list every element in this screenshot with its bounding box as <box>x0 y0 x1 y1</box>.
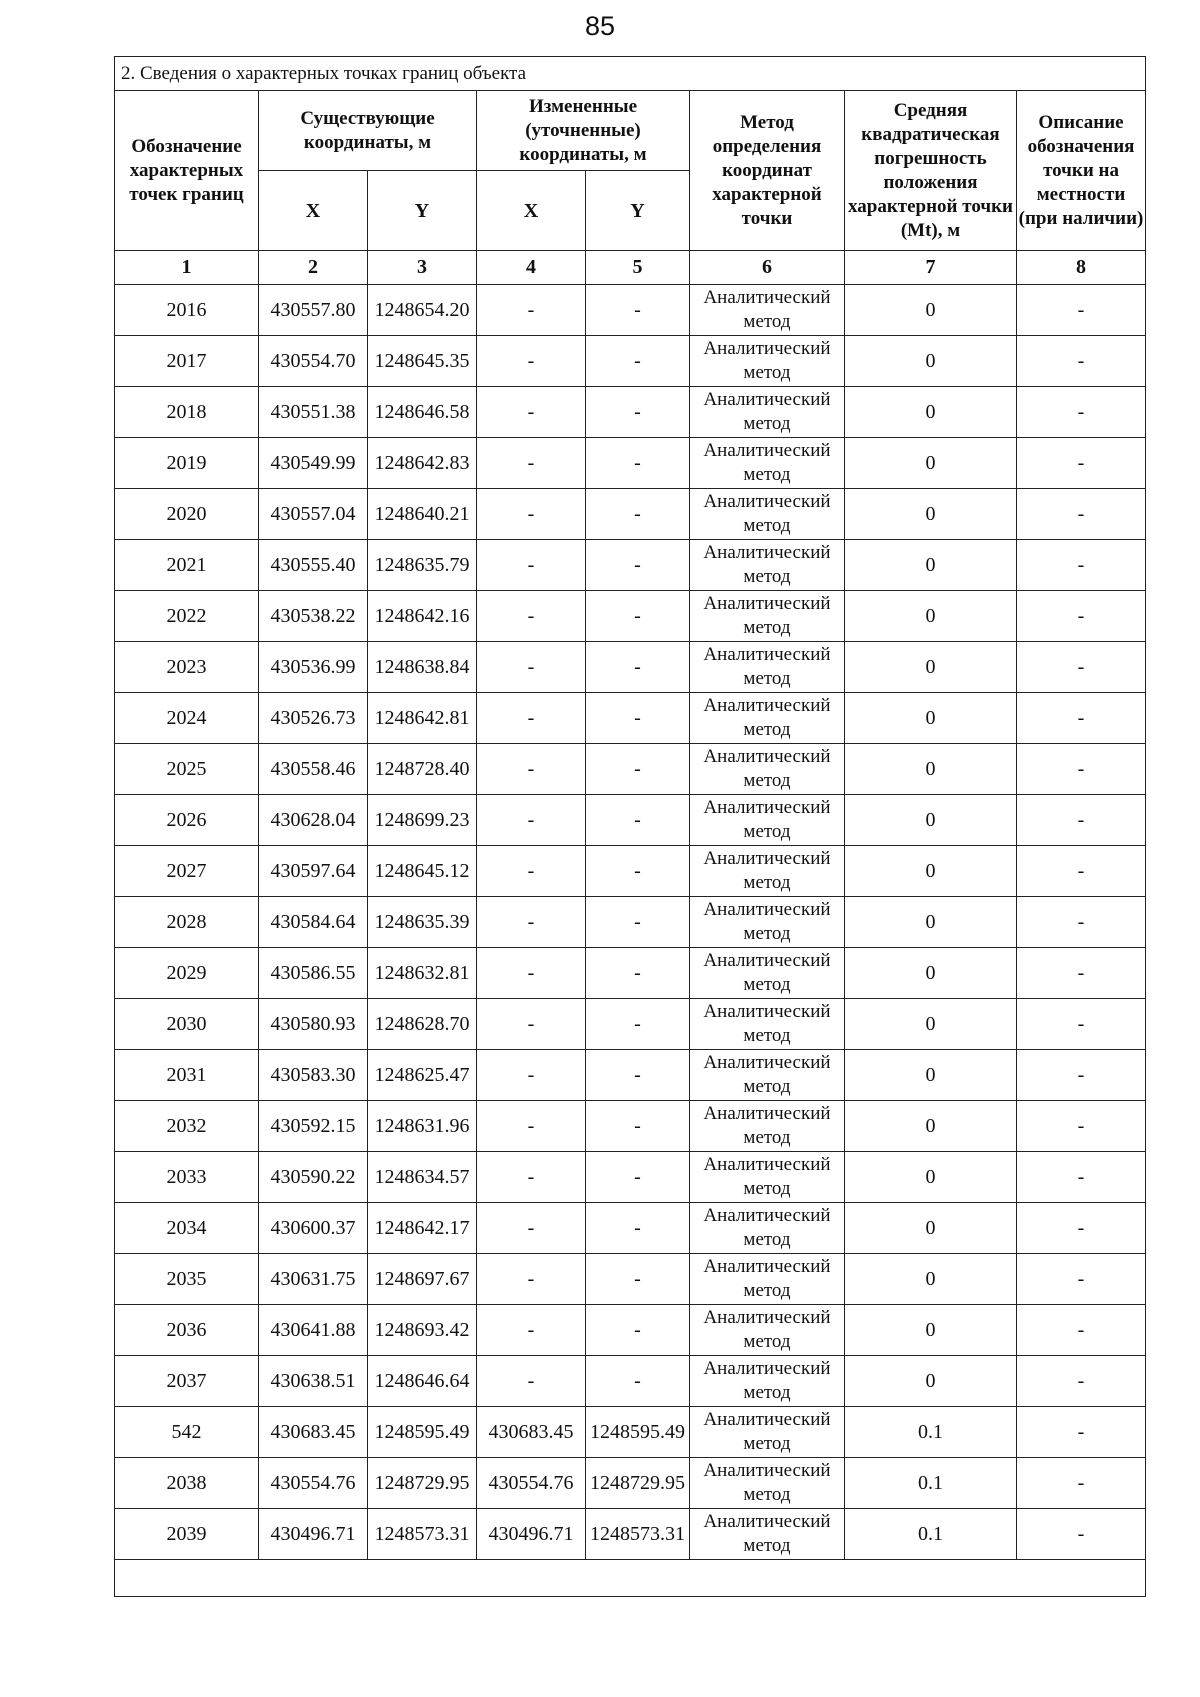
cell-y-new: 1248595.49 <box>586 1407 690 1458</box>
cell-point: 2029 <box>115 948 259 999</box>
cell-x-new: - <box>477 489 586 540</box>
cell-x: 430683.45 <box>259 1407 368 1458</box>
cell-mt: 0 <box>845 540 1017 591</box>
header-existing-x: X <box>259 171 368 251</box>
cell-y: 1248654.20 <box>368 285 477 336</box>
cell-y: 1248635.39 <box>368 897 477 948</box>
cell-description: - <box>1017 1050 1146 1101</box>
cell-y: 1248697.67 <box>368 1254 477 1305</box>
cell-x: 430551.38 <box>259 387 368 438</box>
cell-description: - <box>1017 285 1146 336</box>
cell-x: 430549.99 <box>259 438 368 489</box>
table-row <box>115 897 1146 948</box>
cell-description: - <box>1017 642 1146 693</box>
cell-y-new: 1248729.95 <box>586 1458 690 1509</box>
cell-y: 1248640.21 <box>368 489 477 540</box>
cell-y: 1248595.49 <box>368 1407 477 1458</box>
cell-method: Аналитический метод <box>690 336 845 387</box>
cell-point: 2037 <box>115 1356 259 1407</box>
cell-y-new: 1248573.31 <box>586 1509 690 1560</box>
column-number: 8 <box>1017 251 1146 285</box>
cell-mt: 0 <box>845 795 1017 846</box>
cell-x: 430526.73 <box>259 693 368 744</box>
cell-mt: 0 <box>845 693 1017 744</box>
cell-method: Аналитический метод <box>690 540 845 591</box>
header-method: Метод определения координат характерной точки <box>690 91 845 251</box>
cell-y: 1248628.70 <box>368 999 477 1050</box>
header-point-designation: Обозначение характерных точек границ <box>115 91 259 251</box>
cell-method: Аналитический метод <box>690 438 845 489</box>
cell-x-new: 430554.76 <box>477 1458 586 1509</box>
empty-footer-row <box>115 1560 1146 1597</box>
cell-mt: 0 <box>845 897 1017 948</box>
cell-x: 430496.71 <box>259 1509 368 1560</box>
cell-y: 1248632.81 <box>368 948 477 999</box>
cell-description: - <box>1017 1152 1146 1203</box>
cell-y-new: - <box>586 846 690 897</box>
cell-description: - <box>1017 1509 1146 1560</box>
cell-mt: 0 <box>845 846 1017 897</box>
cell-point: 2038 <box>115 1458 259 1509</box>
cell-method: Аналитический метод <box>690 387 845 438</box>
cell-method: Аналитический метод <box>690 489 845 540</box>
cell-x-new: - <box>477 1152 586 1203</box>
cell-point: 542 <box>115 1407 259 1458</box>
cell-y-new: - <box>586 744 690 795</box>
header-changed-y: Y <box>586 171 690 251</box>
column-number: 7 <box>845 251 1017 285</box>
table-row <box>115 1152 1146 1203</box>
cell-y-new: - <box>586 540 690 591</box>
cell-y-new: - <box>586 1050 690 1101</box>
cell-method: Аналитический метод <box>690 1101 845 1152</box>
cell-y-new: - <box>586 693 690 744</box>
cell-point: 2019 <box>115 438 259 489</box>
cell-y: 1248638.84 <box>368 642 477 693</box>
cell-description: - <box>1017 1305 1146 1356</box>
cell-mt: 0 <box>845 642 1017 693</box>
cell-mt: 0 <box>845 336 1017 387</box>
cell-x: 430628.04 <box>259 795 368 846</box>
cell-mt: 0 <box>845 1254 1017 1305</box>
header-mean-square-error: Средняя квадратическая погрешность положения характерной точки (Mt), м <box>845 91 1017 251</box>
page-number: 85 <box>584 11 616 41</box>
cell-y: 1248699.23 <box>368 795 477 846</box>
table-row <box>115 1254 1146 1305</box>
cell-x: 430555.40 <box>259 540 368 591</box>
cell-x-new: 430683.45 <box>477 1407 586 1458</box>
cell-x-new: - <box>477 591 586 642</box>
cell-point: 2031 <box>115 1050 259 1101</box>
table-row <box>115 999 1146 1050</box>
cell-y: 1248642.81 <box>368 693 477 744</box>
cell-y-new: - <box>586 1254 690 1305</box>
cell-y-new: - <box>586 999 690 1050</box>
section-title: 2. Сведения о характерных точках границ объекта <box>115 57 1146 91</box>
cell-y-new: - <box>586 1305 690 1356</box>
cell-mt: 0 <box>845 591 1017 642</box>
points-table <box>114 56 1146 1597</box>
cell-point: 2016 <box>115 285 259 336</box>
cell-y-new: - <box>586 387 690 438</box>
cell-x: 430557.04 <box>259 489 368 540</box>
cell-x: 430592.15 <box>259 1101 368 1152</box>
cell-description: - <box>1017 948 1146 999</box>
column-number: 6 <box>690 251 845 285</box>
cell-y-new: - <box>586 948 690 999</box>
empty-footer-cell <box>115 1560 1146 1597</box>
cell-x: 430631.75 <box>259 1254 368 1305</box>
cell-method: Аналитический метод <box>690 642 845 693</box>
cell-method: Аналитический метод <box>690 591 845 642</box>
cell-y: 1248642.83 <box>368 438 477 489</box>
table-row <box>115 1356 1146 1407</box>
cell-description: - <box>1017 1203 1146 1254</box>
cell-y-new: - <box>586 1152 690 1203</box>
cell-mt: 0 <box>845 999 1017 1050</box>
cell-method: Аналитический метод <box>690 285 845 336</box>
cell-y: 1248646.58 <box>368 387 477 438</box>
cell-description: - <box>1017 1356 1146 1407</box>
cell-mt: 0.1 <box>845 1509 1017 1560</box>
cell-mt: 0 <box>845 285 1017 336</box>
cell-x-new: - <box>477 795 586 846</box>
cell-point: 2036 <box>115 1305 259 1356</box>
cell-x-new: - <box>477 999 586 1050</box>
cell-mt: 0 <box>845 1305 1017 1356</box>
cell-description: - <box>1017 1254 1146 1305</box>
table-row <box>115 387 1146 438</box>
cell-method: Аналитический метод <box>690 1152 845 1203</box>
cell-mt: 0 <box>845 1050 1017 1101</box>
cell-x: 430590.22 <box>259 1152 368 1203</box>
cell-y-new: - <box>586 795 690 846</box>
cell-y-new: - <box>586 1101 690 1152</box>
cell-y: 1248645.12 <box>368 846 477 897</box>
table-row <box>115 1050 1146 1101</box>
header-existing-coordinates: Существующие координаты, м <box>259 91 477 171</box>
header-existing-y: Y <box>368 171 477 251</box>
cell-mt: 0 <box>845 1203 1017 1254</box>
table-row <box>115 591 1146 642</box>
column-number: 2 <box>259 251 368 285</box>
cell-x: 430638.51 <box>259 1356 368 1407</box>
cell-mt: 0 <box>845 744 1017 795</box>
table-row <box>115 1509 1146 1560</box>
cell-description: - <box>1017 1101 1146 1152</box>
cell-mt: 0 <box>845 1101 1017 1152</box>
table-row <box>115 948 1146 999</box>
cell-mt: 0 <box>845 1356 1017 1407</box>
cell-description: - <box>1017 336 1146 387</box>
table-row <box>115 744 1146 795</box>
cell-mt: 0 <box>845 948 1017 999</box>
cell-mt: 0 <box>845 387 1017 438</box>
header-changed-x: X <box>477 171 586 251</box>
cell-point: 2027 <box>115 846 259 897</box>
column-number: 5 <box>586 251 690 285</box>
cell-mt: 0.1 <box>845 1407 1017 1458</box>
cell-x: 430597.64 <box>259 846 368 897</box>
cell-x: 430558.46 <box>259 744 368 795</box>
cell-y: 1248646.64 <box>368 1356 477 1407</box>
header-changed-coordinates: Измененные (уточненные) координаты, м <box>477 91 690 171</box>
cell-y: 1248728.40 <box>368 744 477 795</box>
cell-y-new: - <box>586 1356 690 1407</box>
cell-x-new: 430496.71 <box>477 1509 586 1560</box>
cell-y-new: - <box>586 897 690 948</box>
column-number: 4 <box>477 251 586 285</box>
cell-x-new: - <box>477 1050 586 1101</box>
cell-x-new: - <box>477 1203 586 1254</box>
cell-method: Аналитический метод <box>690 795 845 846</box>
cell-y-new: - <box>586 438 690 489</box>
cell-x-new: - <box>477 744 586 795</box>
cell-point: 2017 <box>115 336 259 387</box>
cell-point: 2021 <box>115 540 259 591</box>
cell-y-new: - <box>586 336 690 387</box>
cell-method: Аналитический метод <box>690 693 845 744</box>
cell-x-new: - <box>477 336 586 387</box>
cell-description: - <box>1017 1458 1146 1509</box>
cell-method: Аналитический метод <box>690 846 845 897</box>
table-row <box>115 1101 1146 1152</box>
cell-method: Аналитический метод <box>690 1203 845 1254</box>
cell-x: 430586.55 <box>259 948 368 999</box>
table-row <box>115 795 1146 846</box>
cell-description: - <box>1017 387 1146 438</box>
cell-method: Аналитический метод <box>690 897 845 948</box>
cell-description: - <box>1017 897 1146 948</box>
cell-method: Аналитический метод <box>690 1458 845 1509</box>
cell-point: 2028 <box>115 897 259 948</box>
cell-y-new: - <box>586 285 690 336</box>
cell-y: 1248631.96 <box>368 1101 477 1152</box>
cell-method: Аналитический метод <box>690 1509 845 1560</box>
cell-y-new: - <box>586 591 690 642</box>
cell-point: 2035 <box>115 1254 259 1305</box>
column-number: 3 <box>368 251 477 285</box>
cell-x: 430600.37 <box>259 1203 368 1254</box>
cell-point: 2020 <box>115 489 259 540</box>
cell-method: Аналитический метод <box>690 1050 845 1101</box>
cell-description: - <box>1017 999 1146 1050</box>
cell-description: - <box>1017 591 1146 642</box>
cell-x-new: - <box>477 540 586 591</box>
cell-method: Аналитический метод <box>690 999 845 1050</box>
cell-y: 1248573.31 <box>368 1509 477 1560</box>
cell-point: 2025 <box>115 744 259 795</box>
cell-x-new: - <box>477 387 586 438</box>
cell-x: 430538.22 <box>259 591 368 642</box>
cell-y-new: - <box>586 642 690 693</box>
cell-method: Аналитический метод <box>690 1407 845 1458</box>
table-row <box>115 642 1146 693</box>
table-row <box>115 336 1146 387</box>
cell-x-new: - <box>477 693 586 744</box>
cell-description: - <box>1017 744 1146 795</box>
cell-x: 430554.70 <box>259 336 368 387</box>
cell-x-new: - <box>477 1254 586 1305</box>
cell-y: 1248625.47 <box>368 1050 477 1101</box>
cell-point: 2033 <box>115 1152 259 1203</box>
table-row <box>115 1458 1146 1509</box>
cell-x-new: - <box>477 1101 586 1152</box>
cell-point: 2034 <box>115 1203 259 1254</box>
header-description: Описание обозначения точки на местности (при наличии) <box>1017 91 1146 251</box>
cell-point: 2022 <box>115 591 259 642</box>
cell-x: 430557.80 <box>259 285 368 336</box>
cell-description: - <box>1017 438 1146 489</box>
cell-x: 430580.93 <box>259 999 368 1050</box>
column-number: 1 <box>115 251 259 285</box>
table-row <box>115 1407 1146 1458</box>
cell-x: 430554.76 <box>259 1458 368 1509</box>
column-number-row <box>115 251 1146 285</box>
table-row <box>115 1305 1146 1356</box>
cell-x: 430583.30 <box>259 1050 368 1101</box>
cell-x: 430584.64 <box>259 897 368 948</box>
table-row <box>115 489 1146 540</box>
table-row <box>115 438 1146 489</box>
cell-description: - <box>1017 489 1146 540</box>
cell-y-new: - <box>586 489 690 540</box>
cell-y: 1248634.57 <box>368 1152 477 1203</box>
cell-y: 1248645.35 <box>368 336 477 387</box>
cell-description: - <box>1017 540 1146 591</box>
cell-method: Аналитический метод <box>690 1254 845 1305</box>
cell-point: 2018 <box>115 387 259 438</box>
cell-x: 430641.88 <box>259 1305 368 1356</box>
cell-point: 2032 <box>115 1101 259 1152</box>
cell-method: Аналитический метод <box>690 1356 845 1407</box>
cell-description: - <box>1017 693 1146 744</box>
table-row <box>115 285 1146 336</box>
cell-y-new: - <box>586 1203 690 1254</box>
cell-x-new: - <box>477 846 586 897</box>
cell-description: - <box>1017 795 1146 846</box>
cell-x-new: - <box>477 1356 586 1407</box>
cell-x-new: - <box>477 897 586 948</box>
table-row <box>115 1203 1146 1254</box>
table-row <box>115 693 1146 744</box>
cell-y: 1248642.16 <box>368 591 477 642</box>
cell-y: 1248642.17 <box>368 1203 477 1254</box>
cell-y: 1248635.79 <box>368 540 477 591</box>
cell-point: 2023 <box>115 642 259 693</box>
cell-point: 2030 <box>115 999 259 1050</box>
cell-x-new: - <box>477 642 586 693</box>
cell-mt: 0 <box>845 489 1017 540</box>
cell-x-new: - <box>477 438 586 489</box>
cell-point: 2024 <box>115 693 259 744</box>
cell-method: Аналитический метод <box>690 1305 845 1356</box>
cell-mt: 0 <box>845 438 1017 489</box>
cell-y: 1248693.42 <box>368 1305 477 1356</box>
cell-method: Аналитический метод <box>690 948 845 999</box>
cell-point: 2039 <box>115 1509 259 1560</box>
cell-x-new: - <box>477 1305 586 1356</box>
cell-mt: 0.1 <box>845 1458 1017 1509</box>
cell-y: 1248729.95 <box>368 1458 477 1509</box>
cell-x: 430536.99 <box>259 642 368 693</box>
cell-mt: 0 <box>845 1152 1017 1203</box>
table-row <box>115 540 1146 591</box>
cell-method: Аналитический метод <box>690 744 845 795</box>
cell-description: - <box>1017 1407 1146 1458</box>
cell-x-new: - <box>477 948 586 999</box>
table-row <box>115 846 1146 897</box>
cell-x-new: - <box>477 285 586 336</box>
cell-point: 2026 <box>115 795 259 846</box>
cell-description: - <box>1017 846 1146 897</box>
